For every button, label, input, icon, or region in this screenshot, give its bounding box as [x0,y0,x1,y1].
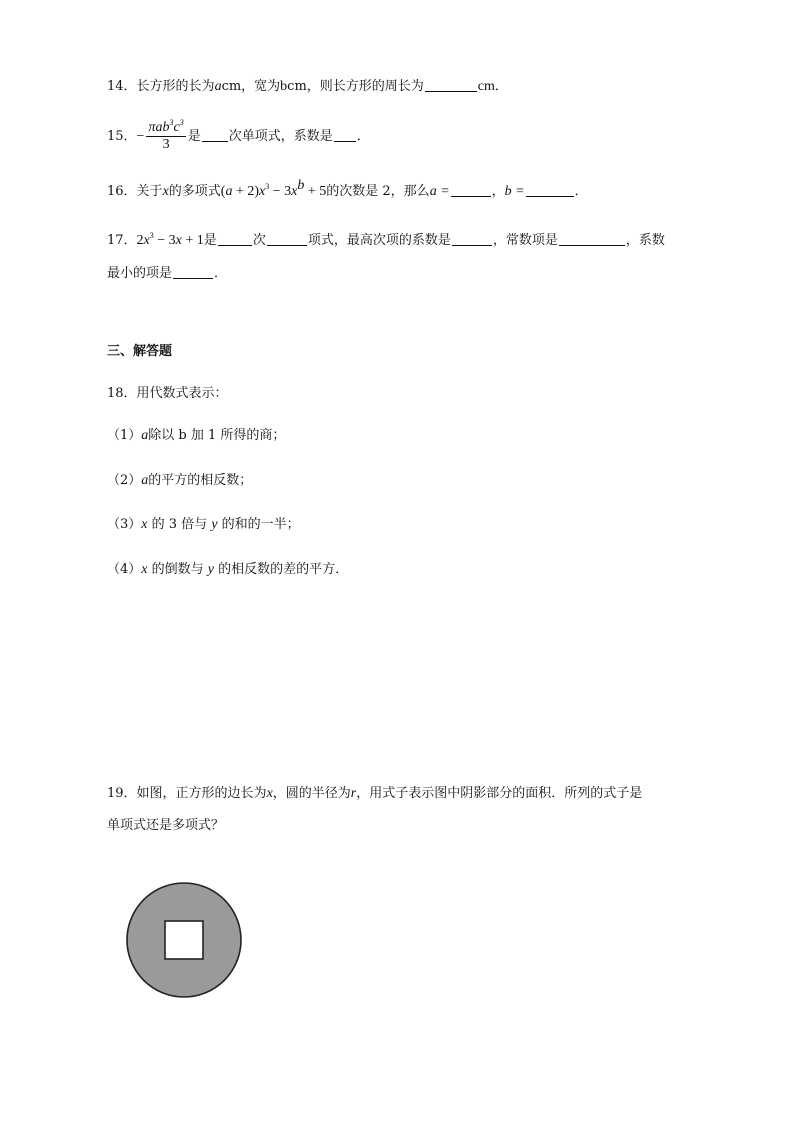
q16-text-3: 的次数是 2，那么 [326,184,430,199]
q19-var-x: x [266,786,273,801]
q14-answer-blank[interactable] [425,78,477,92]
q14-text-3: cm，则长方形的周长为 [287,79,424,94]
q18-part-2-number: （2） [107,473,142,488]
q18-part-4 [107,560,348,580]
q18-part-1-text: 除以 b 加 1 所得的商； [148,428,286,443]
question-14 [107,77,508,97]
q14-var-a: a [214,79,222,94]
q18-number: 18． [107,386,137,401]
q15-text-1: 是 [187,129,201,144]
q16-end: ． [574,184,588,199]
q17-constant-blank[interactable] [559,232,625,246]
question-16 [107,178,588,202]
q18-part-3-number: （3） [107,517,142,532]
q15-end: ． [356,129,370,144]
q18-part-1-var: a [141,428,149,443]
q15-number: 15． [107,129,137,144]
q18-part-3-var-x: x [141,517,148,532]
q16-expression: $(a + 2)x^3 - 3x^b + 5$ [220,178,327,199]
q19-text-2: ，圆的半径为 [272,786,351,801]
q15-minus: − [136,129,145,144]
q18-part-1 [107,426,285,446]
q16-text-2: 的多项式 [168,184,221,199]
q17-terms-blank[interactable] [267,232,307,246]
q15-fraction [146,120,185,153]
q16-b-blank[interactable] [526,183,574,197]
coin-figure-svg [125,881,243,999]
q17-text-4: ，常数项是 [492,233,558,248]
q18-part-3-text-2: 的和的一半； [217,517,300,532]
q17-line2-text: 最小的项是 [107,266,173,281]
q16-a-eq: a = [429,184,450,199]
q16-b-eq: b = [504,184,525,199]
q15-numerator: $\pi ab^3c^3$ [148,118,184,135]
q17-expression: $2x^3 - 3x + 1$ [136,231,204,248]
q17-text-1: 是 [203,233,217,248]
q18-part-1-number: （1） [107,428,142,443]
q19-text-3: ，用式子表示图中阴影部分的面积．所列的式子是 [356,786,643,801]
question-17-line-2 [107,264,227,284]
q14-var-b: b [280,79,288,94]
q18-part-3-text-1: 的 3 倍与 [147,517,212,532]
q17-end: ． [214,266,228,281]
q17-text-5: ，系数 [625,233,665,248]
q16-a-blank[interactable] [451,183,491,197]
q15-denominator: 3 [162,137,170,152]
q15-degree-blank[interactable] [202,128,228,142]
q18-part-4-text-1: 的倒数与 [147,562,208,577]
q18-part-3-var-y: y [211,517,218,532]
coin-figure [125,881,243,1003]
q18-part-4-number: （4） [107,562,142,577]
inner-square [165,921,203,959]
q16-number: 16． [107,184,137,199]
q14-text-1: 长方形的长为 [136,79,215,94]
question-19-line-2: 单项式还是多项式？ [107,818,225,833]
q17-text-3: 项式，最高次项的系数是 [307,233,451,248]
q15-coefficient-blank[interactable] [334,128,356,142]
q15-text-2: 次单项式，系数是 [228,129,333,144]
q18-part-4-var-y: y [207,562,214,577]
q16-var-x: x [162,184,169,199]
question-15 [107,120,370,154]
q18-part-4-var-x: x [141,562,148,577]
q17-number: 17． [107,233,137,248]
q14-end: ． [494,79,508,94]
q19-number: 19． [107,786,137,801]
section-heading: 三、解答题 [107,344,173,359]
question-19 [107,784,642,804]
q16-comma: ， [491,184,505,199]
q19-var-r: r [350,786,357,801]
q19-text-1: 如图，正方形的边长为 [136,786,267,801]
q17-text-2: 次 [252,233,266,248]
question-17 [107,231,665,251]
q18-stem: 用代数式表示： [136,386,228,401]
q17-highest-coef-blank[interactable] [452,232,492,246]
q16-text-1: 关于 [136,184,163,199]
q14-number: 14． [107,79,137,94]
q18-part-3 [107,515,300,535]
q17-degree-blank[interactable] [218,232,252,246]
q14-unit: cm [477,79,495,94]
q18-part-2 [107,471,252,491]
q14-text-2: cm，宽为 [221,79,281,94]
question-18 [107,384,228,404]
q18-part-4-text-2: 的相反数的差的平方． [213,562,349,577]
q17-smallest-coef-blank[interactable] [173,265,213,279]
q18-part-2-text: 的平方的相反数； [148,473,253,488]
q18-part-2-var: a [141,473,149,488]
